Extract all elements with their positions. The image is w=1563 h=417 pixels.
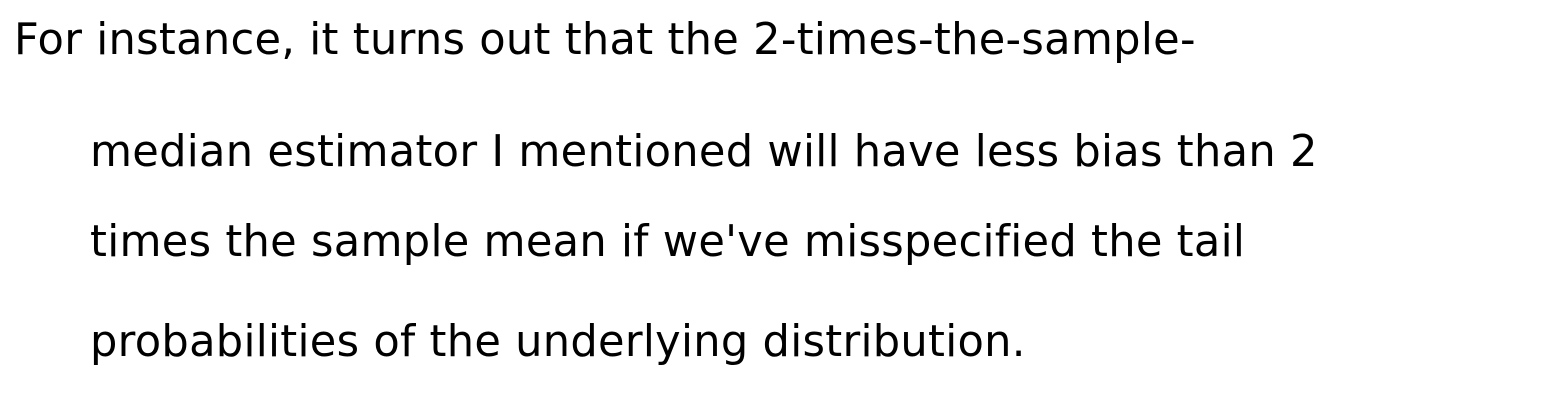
note-line-2: median estimator I mentioned will have less bias than 2 [90, 126, 1318, 177]
note-line-4: probabilities of the underlying distribution. [90, 316, 1026, 367]
note-line-1: For instance, it turns out that the 2-times-the-sample- [14, 14, 1196, 65]
note-line-3: times the sample mean if we've misspecified the tail [90, 216, 1246, 267]
